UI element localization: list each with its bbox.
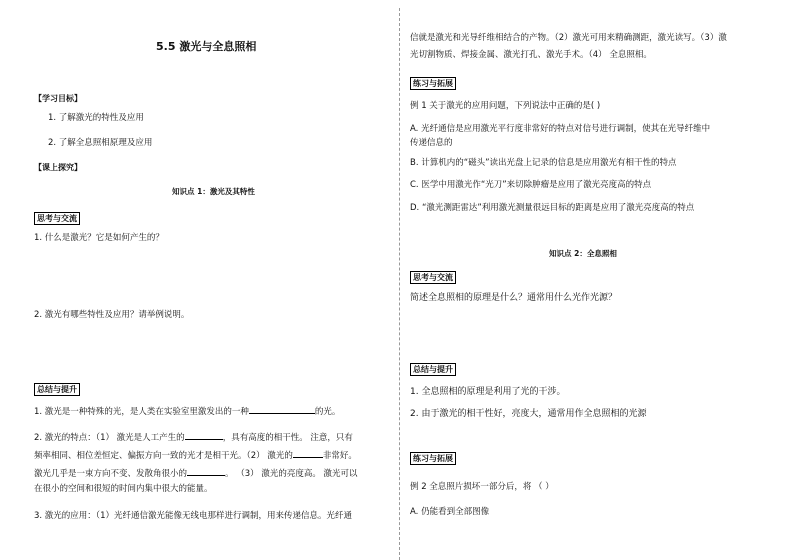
practice-tag-2: 练习与拓展 xyxy=(410,452,456,465)
summary-item-2-line-1: 2. 激光的特点：（1） 激光是人工产生的 ，具有高度的相干性。 注意，只有 xyxy=(34,430,353,444)
question-3: 简述全息照相的原理是什么？通常用什么光作光源？ xyxy=(410,293,618,303)
goal-2: 2. 了解全息照相原理及应用 xyxy=(48,138,153,148)
question-1: 1. 什么是激光？它是如何产生的？ xyxy=(34,233,164,243)
knowledge-point-2: 知识点 2：全息照相 xyxy=(549,249,617,258)
summary-tag-2: 总结与提升 xyxy=(410,363,456,376)
explore-heading: 【课上探究】 xyxy=(34,163,82,172)
summary-item-3: 3. 激光的应用：（1）光纤通信激光能像无线电那样进行调制，用来传递信息。光纤通 xyxy=(34,511,352,521)
fill-blank[interactable] xyxy=(249,404,315,414)
question-2: 2. 激光有哪些特性及应用？请举例说明。 xyxy=(34,310,190,320)
fill-blank[interactable] xyxy=(187,466,225,476)
option-c: C. 医学中用激光作“光刀”来切除肿瘤是应用了激光亮度高的特点 xyxy=(410,180,652,190)
example-2: 例 2 全息照片损坏一部分后，将 （ ） xyxy=(410,482,554,492)
result-2: 2. 由于激光的相干性好，亮度大，通常用作全息照相的光源 xyxy=(410,409,647,419)
page-title: 5.5 激光与全息照相 xyxy=(156,40,257,53)
goal-1: 1. 了解激光的特性及应用 xyxy=(48,113,144,123)
application-text-line-1: 信就是激光和光导纤维相结合的产物。（2）激光可用来精确测距，激光读写。（3）激 xyxy=(410,33,727,43)
example-1: 例 1 关于激光的应用问题，下列说法中正确的是( ) xyxy=(410,101,601,111)
fill-blank[interactable] xyxy=(293,448,323,458)
summary-item-2-line-3: 激光几乎是一束方向不变、发散角很小的 。 （3） 激光的亮度高。 激光可以 xyxy=(34,466,358,480)
practice-tag: 练习与拓展 xyxy=(410,77,456,90)
example-2-option-a: A. 仍能看到全部图像 xyxy=(410,507,490,517)
knowledge-point-1: 知识点 1：激光及其特性 xyxy=(172,187,255,196)
option-b: B. 计算机内的“磁头”读出光盘上记录的信息是应用激光有相干性的特点 xyxy=(410,158,677,168)
summary-item-1: 1. 激光是一种特殊的光，是人类在实验室里激发出的一种 的光。 xyxy=(34,404,340,418)
summary-item-2-line-2: 频率相同、相位差恒定、偏振方向一致的光才是相干光。（2） 激光的 非常好。 xyxy=(34,448,357,462)
think-discuss-tag: 思考与交流 xyxy=(34,212,80,225)
think-discuss-tag-2: 思考与交流 xyxy=(410,271,456,284)
option-a-line-2: 传递信息的 xyxy=(410,138,453,148)
application-text-line-2: 光切割物质、焊接金属、激光打孔、激光手术。（4） 全息照相。 xyxy=(410,50,652,60)
option-d: D. “激光测距雷达”利用激光测量很远目标的距离是应用了激光亮度高的特点 xyxy=(410,203,695,213)
right-column xyxy=(408,0,770,560)
option-a-line-1: A. 光纤通信是应用激光平行度非常好的特点对信号进行调制，使其在光导纤维中 xyxy=(410,124,711,134)
summary-item-2-line-4: 在很小的空间和很短的时间内集中很大的能量。 xyxy=(34,484,213,494)
column-divider xyxy=(399,8,400,560)
left-column xyxy=(30,0,392,560)
fill-blank[interactable] xyxy=(185,430,223,440)
summary-tag: 总结与提升 xyxy=(34,383,80,396)
goals-heading: 【学习目标】 xyxy=(34,94,82,103)
result-1: 1. 全息照相的原理是利用了光的干涉。 xyxy=(410,387,566,397)
